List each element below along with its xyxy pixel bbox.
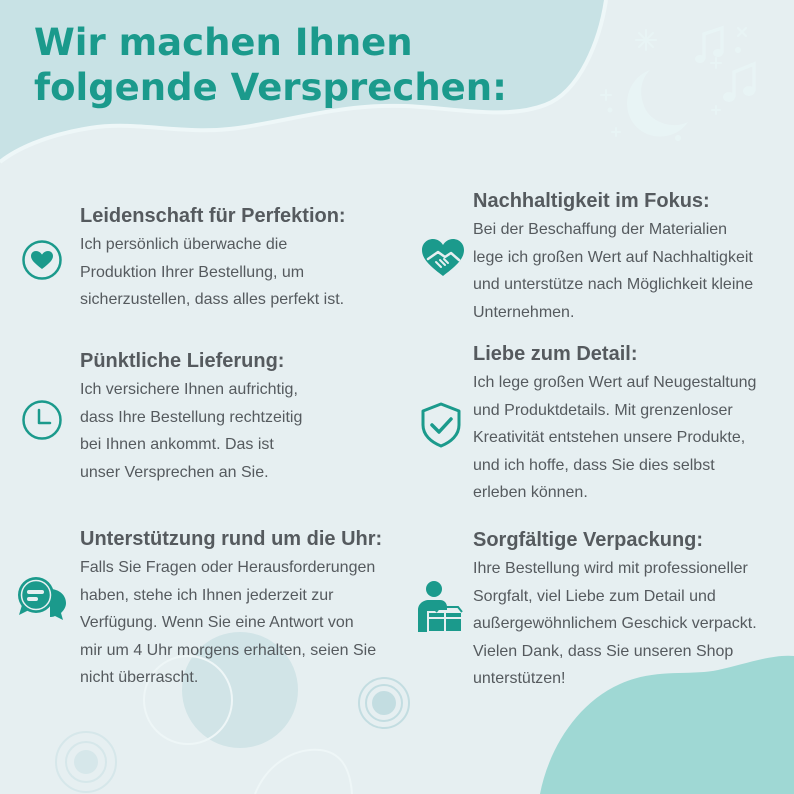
promise-heading: Sorgfältige Verpackung: bbox=[473, 529, 704, 551]
promise-heading: Unterstützung rund um die Uhr: bbox=[80, 528, 383, 550]
chat-bubbles-icon bbox=[16, 575, 68, 623]
promise-text: Falls Sie Fragen oder Herausforderungen haben, stehe ich Ihnen jederzeit zur Verfügung. Wenn Sie eine Antwort von mir um 4 Uhr morgens erhalten, seien Sie nicht überrascht. bbox=[80, 559, 377, 686]
clock-icon bbox=[20, 398, 64, 442]
heart-handshake-icon bbox=[418, 234, 468, 282]
night-sky-decoration bbox=[588, 18, 768, 163]
small-star-icon bbox=[711, 58, 721, 68]
small-star-icon bbox=[712, 106, 720, 114]
promise-text: Ich versichere Ihnen aufrichtig, dass Ihre Bestellung rechtzeitig bei Ihnen ankommt. Das ist unser Versprechen an Sie. bbox=[80, 381, 303, 481]
promise-heading: Pünktliche Lieferung: bbox=[80, 350, 285, 372]
small-star-icon bbox=[612, 128, 620, 136]
promise-heading: Leidenschaft für Perfektion: bbox=[80, 205, 346, 227]
decor-dot-left bbox=[74, 750, 98, 774]
promise-text: Ich lege großen Wert auf Neugestaltung und Produktdetails. Mit grenzenloser Kreativität entstehen unsere Produkte, und ich hoffe, dass Sie dies selbst erleben können. bbox=[473, 374, 757, 501]
person-package-icon bbox=[414, 580, 466, 636]
sparkle-dot bbox=[735, 47, 741, 53]
small-star-icon bbox=[738, 28, 746, 36]
page-title-line-2: folgende Versprechen: bbox=[34, 66, 507, 109]
crescent-moon-icon bbox=[627, 70, 688, 137]
sparkle-dot bbox=[675, 135, 681, 141]
promise-text: Ich persönlich überwache die Produktion Ihrer Bestellung, um sicherzustellen, dass alles perfekt ist. bbox=[80, 236, 345, 308]
heart-icon bbox=[20, 238, 64, 282]
sparkle-dot bbox=[608, 108, 613, 113]
promise-text: Bei der Beschaffung der Materialien lege ich großen Wert auf Nachhaltigkeit und unterstütze nach Möglichkeit kleine Unternehmen. bbox=[473, 221, 754, 321]
decor-arc-bottom bbox=[255, 750, 352, 794]
promise-careful-packaging bbox=[473, 527, 757, 693]
promise-punctual-delivery bbox=[80, 348, 302, 486]
promise-heading: Liebe zum Detail: bbox=[473, 343, 638, 365]
promise-heading: Nachhaltigkeit im Fokus: bbox=[473, 190, 710, 212]
small-star-icon bbox=[601, 90, 611, 100]
decor-dot-right bbox=[372, 691, 396, 715]
snowflake-icon bbox=[636, 30, 656, 50]
promise-sustainability bbox=[473, 188, 753, 326]
promise-text: Ihre Bestellung wird mit professioneller Sorgfalt, viel Liebe zum Detail und außergewöhnlichem Geschick verpackt. Vielen Dank, dass Sie unseren Shop unterstützen! bbox=[473, 560, 757, 687]
promise-support-around-clock bbox=[80, 526, 382, 692]
promise-passion-perfection bbox=[80, 203, 346, 314]
page-title-line-1: Wir machen Ihnen bbox=[34, 21, 413, 64]
page-title bbox=[34, 20, 507, 110]
shield-check-icon bbox=[418, 400, 464, 450]
promise-attention-to-detail bbox=[473, 341, 756, 507]
